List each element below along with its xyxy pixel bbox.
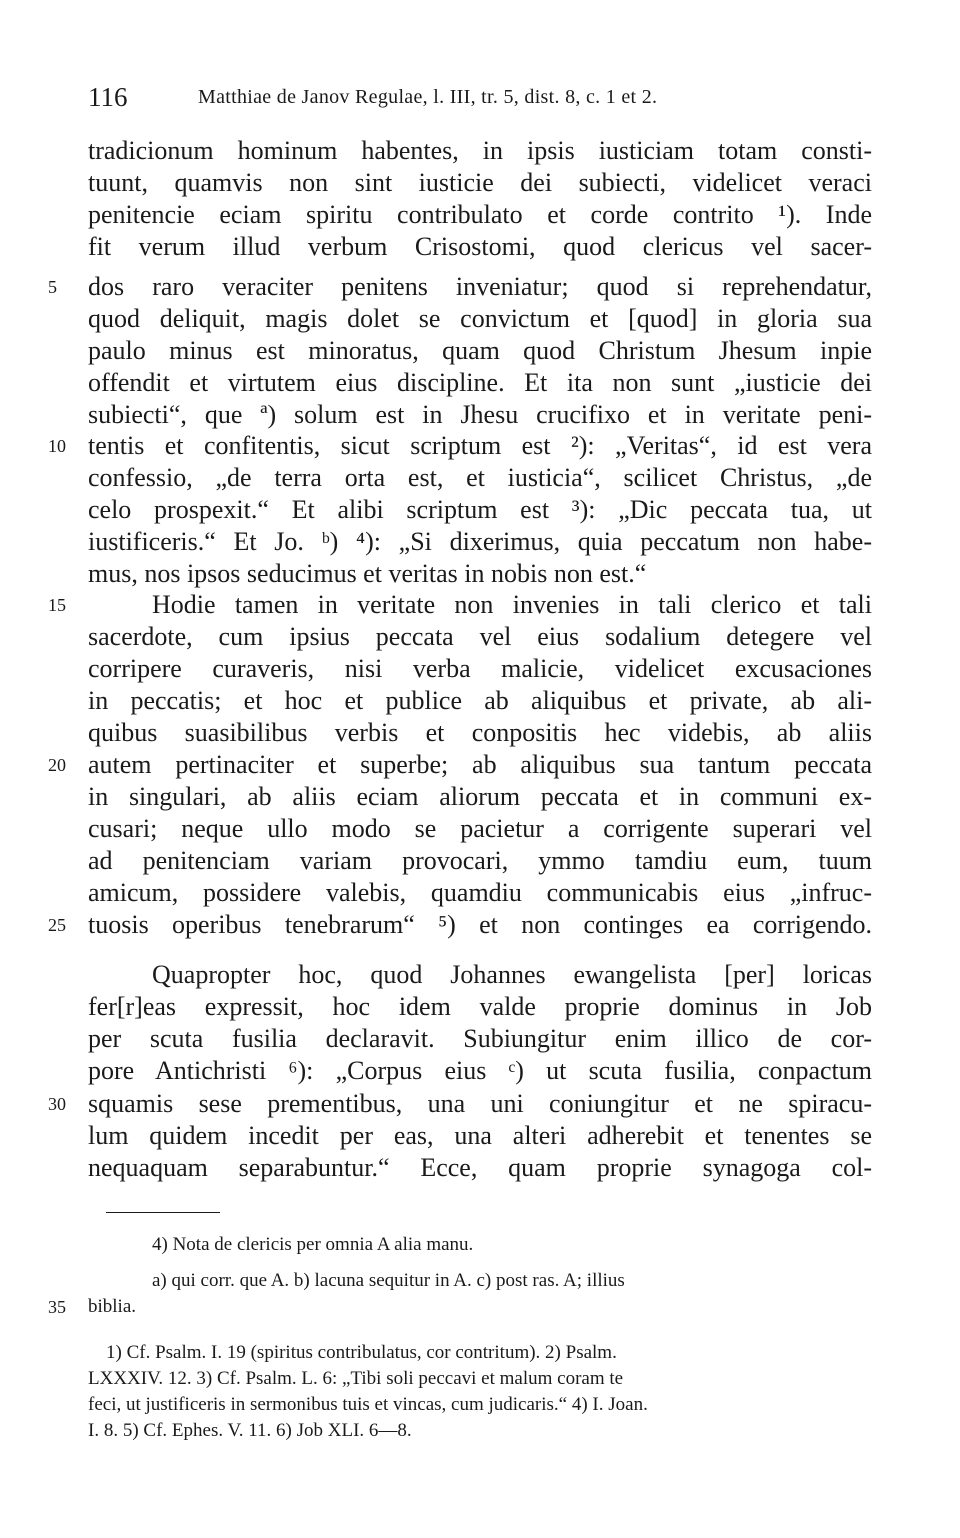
body-line: subiecti“, que ª) solum est in Jhesu crucifixo et in veritate peni- <box>88 400 872 429</box>
footnote-rule <box>106 1212 220 1213</box>
body-line: in singulari, ab aliis eciam aliorum peccata et in communi ex- <box>88 782 872 811</box>
running-head: Matthiae de Janov Regulae, l. III, tr. 5, dist. 8, c. 1 et 2. <box>198 86 658 108</box>
body-line: Hodie tamen in veritate non invenies in tali clerico et tali <box>152 590 872 619</box>
body-line: mus, nos ipsos seducimus et veritas in nobis non est.“ <box>88 559 647 588</box>
page-header <box>88 82 878 116</box>
page-number: 116 <box>88 82 128 112</box>
line-number: 15 <box>48 595 66 615</box>
body-line: quibus suasibilibus verbis et conpositis hec videbis, ab aliis <box>88 718 872 747</box>
line-number: 10 <box>48 436 66 456</box>
body-line: celo prospexit.“ Et alibi scriptum est ³): „Dic peccata tua, ut <box>88 495 872 524</box>
body-line: per scuta fusilia declaravit. Subiungitur enim illico de cor- <box>88 1024 872 1053</box>
body-line: amicum, possidere valebis, quamdiu communicabis eius „infruc- <box>88 878 872 907</box>
body-line: dos raro veraciter penitens inveniatur; quod si reprehendatur, <box>88 272 872 301</box>
body-line: confessio, „de terra orta est, et iusticia“, scilicet Christus, „de <box>88 463 872 492</box>
line-number: 30 <box>48 1094 66 1114</box>
body-line: ad penitenciam variam provocari, ymmo tamdiu eum, tuum <box>88 846 872 875</box>
source-note: I. 8. 5) Cf. Ephes. V. 11. 6) Job XLI. 6—8. <box>88 1420 412 1441</box>
source-note: 1) Cf. Psalm. I. 19 (spiritus contribulatus, cor contritum). 2) Psalm. <box>106 1342 617 1363</box>
body-line: fer[r]eas expressit, hoc idem valde proprie dominus in Job <box>88 992 872 1021</box>
body-line: paulo minus est minoratus, quam quod Christum Jhesum inpie <box>88 336 872 365</box>
body-line: squamis sese prementibus, una uni coniungitur et ne spiracu- <box>88 1089 872 1118</box>
line-number: 35 <box>48 1297 66 1317</box>
body-line: cusari; neque ullo modo se pacietur a corrigente superari vel <box>88 814 872 843</box>
body-line: sacerdote, cum ipsius peccata vel eius sodalium detegere vel <box>88 622 872 651</box>
line-number: 25 <box>48 915 66 935</box>
marginal-note: 4) Nota de clericis per omnia A alia manu. <box>152 1234 474 1255</box>
body-line: tentis et confitentis, sicut scriptum est ²): „Veritas“, id est vera <box>88 431 872 460</box>
body-line: corripere curaveris, nisi verba malicie, videlicet excusaciones <box>88 654 872 683</box>
body-line: offendit et virtutem eius discipline. Et ita non sunt „iusticie dei <box>88 368 872 397</box>
body-line: Quapropter hoc, quod Johannes ewangelista [per] loricas <box>152 960 872 989</box>
source-note: LXXXIV. 12. 3) Cf. Psalm. L. 6: „Tibi soli peccavi et malum coram te <box>88 1368 624 1389</box>
line-number: 5 <box>48 277 57 297</box>
body-line: autem pertinaciter et superbe; ab aliquibus sua tantum peccata <box>88 750 872 779</box>
body-line: nequaquam separabuntur.“ Ecce, quam proprie synagoga col- <box>88 1153 872 1182</box>
body-line: in peccatis; et hoc et publice ab aliquibus et private, ab ali- <box>88 686 872 715</box>
body-line: iustificeris.“ Et Jo. ᵇ) ⁴): „Si dixerimus, quia peccatum non habe- <box>88 527 872 556</box>
body-line: penitencie eciam spiritu contribulato et corde contrito ¹). Inde <box>88 200 872 229</box>
body-line: fit verum illud verbum Crisostomi, quod clericus vel sacer- <box>88 232 872 261</box>
textual-note: a) qui corr. que A. b) lacuna sequitur in A. c) post ras. A; illius <box>152 1270 625 1291</box>
body-line: pore Antichristi ⁶): „Corpus eius ᶜ) ut scuta fusilia, conpactum <box>88 1056 872 1085</box>
textual-note: biblia. <box>88 1296 137 1317</box>
body-line: tuunt, quamvis non sint iusticie dei subiecti, videlicet veraci <box>88 168 872 197</box>
body-line: tradicionum hominum habentes, in ipsis iusticiam totam consti- <box>88 136 872 165</box>
source-note: feci, ut justificeris in sermonibus tuis et vincas, cum judicaris.“ 4) I. Joan. <box>88 1394 648 1415</box>
body-line: lum quidem incedit per eas, una alteri adherebit et tenentes se <box>88 1121 872 1150</box>
body-line: tuosis operibus tenebrarum“ ⁵) et non continges ea corrigendo. <box>88 910 872 939</box>
line-number: 20 <box>48 755 66 775</box>
body-line: quod deliquit, magis dolet se convictum et [quod] in gloria sua <box>88 304 872 333</box>
